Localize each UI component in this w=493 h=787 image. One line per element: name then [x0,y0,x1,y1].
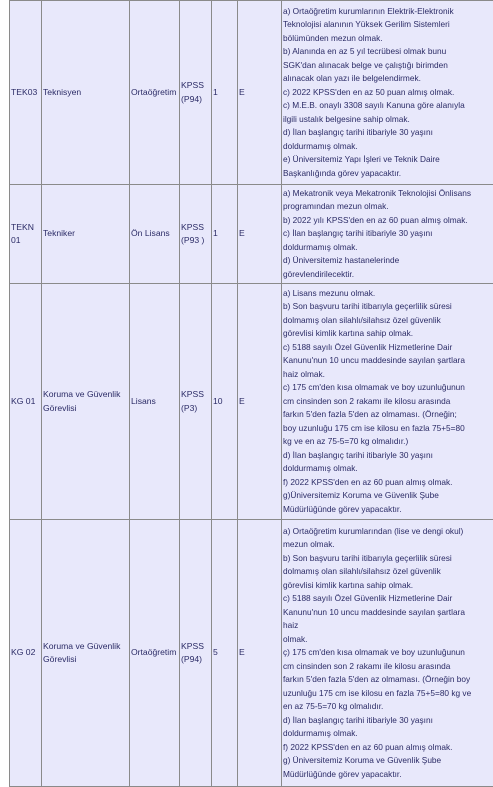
requirement-line: d) İlan başlangıç tarihi itibariyle 30 yaşını [283,449,493,463]
kpss-score-type: KPSS (P94) [180,1,212,185]
position-count: 1 [212,185,238,284]
requirement-line: f) 2022 KPSS'den en az 60 puan almış olmak. [283,741,493,755]
requirement-line: Müdürlüğünde görev yapacaktır. [283,503,493,517]
requirement-line: a) Lisans mezunu olmak. [283,287,493,301]
requirement-line: kg ve en az 75-5=70 kg olmalıdır.) [283,435,493,449]
requirement-line: doldurmamış olmak. [283,462,493,476]
requirement-line: haiz olmak. [283,368,493,382]
table-row [10,520,493,787]
requirement-line: d) İlan başlangıç tarihi itibariyle 30 yaşını [283,126,493,140]
positions-table [9,0,493,787]
education-level: Ortaöğretim [130,520,180,787]
requirement-line: c) M.E.B. onaylı 3308 sayılı Kanuna göre alanıyla [283,99,493,113]
kpss-score-type: KPSS (P3) [180,284,212,520]
requirement-line: g) Üniversitemiz Koruma ve Güvenlik Şube [283,754,493,768]
position-title: Tekniker [42,185,130,284]
requirement-line: alınacak olan yazı ile belgelendirmek. [283,72,493,86]
requirements-cell [282,1,493,185]
requirement-line: d) İlan başlangıç tarihi itibariyle 30 yaşını [283,714,493,728]
requirement-line: doldurmamış olmak. [283,241,493,255]
requirement-line: a) Ortaöğretim kurumlarının Elektrik-Elektronik [283,5,493,19]
requirement-line: Müdürlüğünde görev yapacaktır. [283,768,493,782]
requirement-line: farkın 5'den fazla 5'den az olmaması. (Örneğin boy [283,673,493,687]
requirements-cell [282,520,493,787]
requirement-line: ç) 175 cm'den kısa olmamak ve boy uzunluğunun [283,646,493,660]
requirement-line: dolmamış olan silahlı/silahsız özel güvenlik [283,565,493,579]
requirement-line: cm cinsinden son 2 rakamı ile kilosu arasında [283,660,493,674]
position-title: Teknisyen [42,1,130,185]
requirement-line: görevlendirilecektir. [283,268,493,282]
position-count: 1 [212,1,238,185]
requirements-cell [282,185,493,284]
education-level: Ortaöğretim [130,1,180,185]
kpss-score-type: KPSS (P94) [180,520,212,787]
requirement-line: doldurmamış olmak. [283,140,493,154]
requirement-line: c) 5188 sayılı Özel Güvenlik Hizmetlerine Dair [283,341,493,355]
position-code: KG 02 [10,520,42,787]
requirement-line: cm cinsinden son 2 rakamı ile kilosu arasında [283,395,493,409]
kpss-score-type: KPSS (P93 ) [180,185,212,284]
requirement-line: mezun olmak. [283,538,493,552]
requirement-line: boy uzunluğu 175 cm ise kilosu en fazla 75+5=80 [283,422,493,436]
table-row [10,1,493,185]
requirement-line: programından mezun olmak. [283,200,493,214]
gender: E [238,185,282,284]
position-count: 5 [212,520,238,787]
requirement-line: haiz [283,619,493,633]
requirement-line: ilgili ustalık belgesine sahip olmak. [283,113,493,127]
requirement-line: c) 2022 KPSS'den en az 50 puan almış olmak. [283,86,493,100]
position-title: Koruma ve Güvenlik Görevlisi [42,520,130,787]
requirement-line: b) Son başvuru tarihi itibarıyla geçerlilik süresi [283,300,493,314]
requirement-line: Teknolojisi alanının Yüksek Gerilim Sistemleri [283,18,493,32]
position-title: Koruma ve Güvenlik Görevlisi [42,284,130,520]
requirement-line: SGK'dan alınacak belge ve çalıştığı birimden [283,59,493,73]
education-level: Lisans [130,284,180,520]
table-row [10,284,493,520]
requirement-line: d) Üniversitemiz hastanelerinde [283,254,493,268]
requirement-line: a) Mekatronik veya Mekatronik Teknolojisi Önlisans [283,187,493,201]
requirement-line: olmak. [283,633,493,647]
gender: E [238,520,282,787]
requirement-line: c) İlan başlangıç tarihi itibariyle 30 yaşını [283,227,493,241]
requirement-line: doldurmamış olmak. [283,727,493,741]
requirement-line: f) 2022 KPSS'den en az 60 puan almış olmak. [283,476,493,490]
position-count: 10 [212,284,238,520]
requirement-line: görevlisi kimlik kartına sahip olmak. [283,327,493,341]
requirement-line: b) Alanında en az 5 yıl tecrübesi olmak bunu [283,45,493,59]
requirement-line: c) 5188 sayılı Özel Güvenlik Hizmetlerine Dair [283,592,493,606]
requirement-line: e) Üniversitemiz Yapı İşleri ve Teknik Daire [283,153,493,167]
requirement-line: c) 175 cm'den kısa olmamak ve boy uzunluğunun [283,381,493,395]
requirement-line: görevlisi kimlik kartına sahip olmak. [283,579,493,593]
requirements-cell [282,284,493,520]
requirement-line: b) 2022 yılı KPSS'den en az 60 puan almış olmak. [283,214,493,228]
position-code: TEK03 [10,1,42,185]
gender: E [238,1,282,185]
requirement-line: bölümünden mezun olmak. [283,32,493,46]
position-code: TEKN 01 [10,185,42,284]
education-level: Ön Lisans [130,185,180,284]
requirement-line: a) Ortaöğretim kurumlarından (lise ve dengi okul) [283,525,493,539]
position-code: KG 01 [10,284,42,520]
requirement-line: Kanunu'nun 10 uncu maddesinde sayılan şartlara [283,354,493,368]
requirement-line: dolmamış olan silahlı/silahsız özel güvenlik [283,314,493,328]
requirement-line: uzunluğu 175 cm ise kilosu en fazla 75+5=80 kg ve [283,687,493,701]
table-row [10,185,493,284]
requirement-line: Başkanlığında görev yapacaktır. [283,167,493,181]
requirement-line: en az 75-5=70 kg olmalıdır. [283,700,493,714]
requirement-line: g)Üniversitemiz Koruma ve Güvenlik Şube [283,489,493,503]
requirement-line: Kanunu'nun 10 uncu maddesinde sayılan şartlara [283,606,493,620]
gender: E [238,284,282,520]
requirement-line: b) Son başvuru tarihi itibarıyla geçerlilik süresi [283,552,493,566]
requirement-line: farkın 5'den fazla 5'den az olmaması. (Örneğin; [283,408,493,422]
